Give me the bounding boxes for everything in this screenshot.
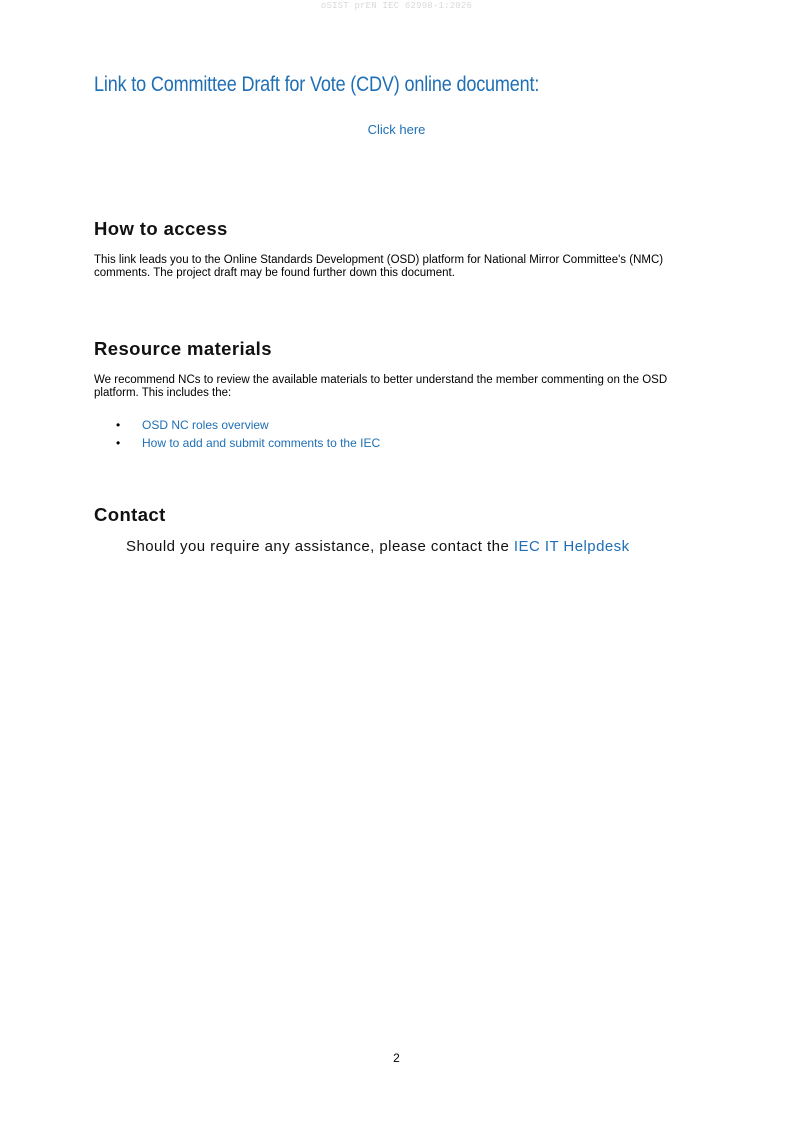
how-to-access-text: This link leads you to the Online Standards Development (OSD) platform for National Mirror Committee's (NMC) comments. The project draft may be found further down this document. xyxy=(94,254,664,279)
cdv-link-title: Link to Committee Draft for Vote (CDV) online document: xyxy=(94,73,540,96)
how-to-access-heading: How to access xyxy=(94,218,228,239)
bullet-icon: • xyxy=(116,436,121,450)
contact-heading: Contact xyxy=(94,504,166,525)
resource-materials-heading: Resource materials xyxy=(94,338,272,359)
add-submit-comments-link[interactable]: How to add and submit comments to the IEC xyxy=(142,436,381,450)
document-watermark: oSIST prEN IEC 62998-1:2026 xyxy=(320,1,473,11)
page-number: 2 xyxy=(393,1051,400,1065)
contact-sentence: Should you require any assistance, please contact the xyxy=(126,538,514,555)
resource-materials-text: We recommend NCs to review the available materials to better understand the member commenting on the OSD platform. This includes the: xyxy=(94,374,668,399)
osd-nc-roles-link[interactable]: OSD NC roles overview xyxy=(142,418,269,432)
cdv-click-here-link[interactable]: Click here xyxy=(367,122,426,137)
bullet-icon: • xyxy=(116,418,121,432)
contact-text xyxy=(126,538,630,555)
iec-it-helpdesk-link[interactable]: IEC IT Helpdesk xyxy=(513,538,630,555)
